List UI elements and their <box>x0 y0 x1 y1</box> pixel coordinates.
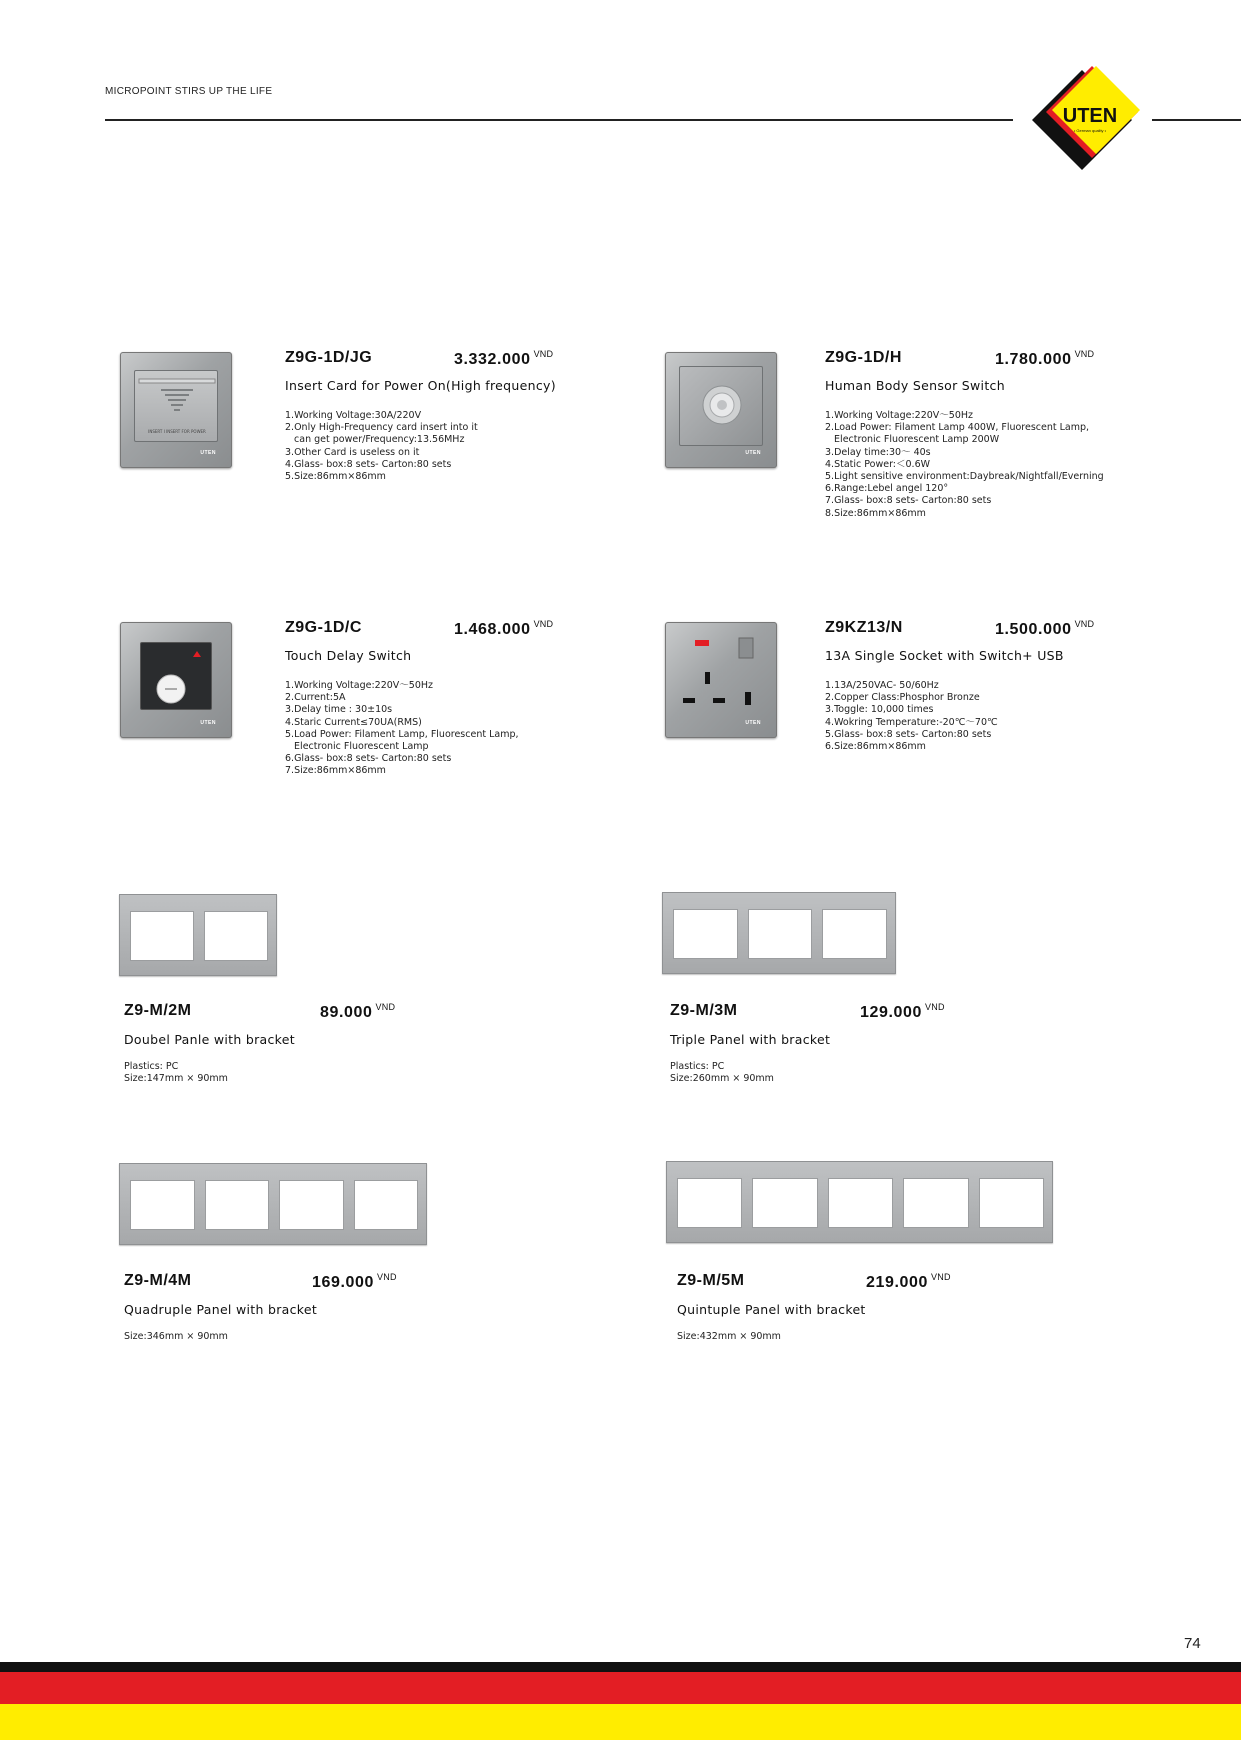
product-code: Z9-M/4M <box>124 1272 192 1289</box>
panel-opening <box>673 909 738 959</box>
uten-logo <box>1022 60 1142 180</box>
plate-brand: UTEN <box>200 720 216 726</box>
product-code: Z9-M/3M <box>670 1002 738 1019</box>
panel-opening <box>677 1178 742 1228</box>
triple-panel-image <box>662 892 896 974</box>
product-name: 13A Single Socket with Switch+ USB <box>825 648 1064 663</box>
product-code: Z9-M/5M <box>677 1272 745 1289</box>
product-name: Human Body Sensor Switch <box>825 378 1005 393</box>
product-price: 3.332.000 $^{VND}$ <box>454 349 554 368</box>
product-name: Quadruple Panel with bracket <box>124 1302 318 1317</box>
product-specs: Size:432mm × 90mm <box>677 1331 781 1342</box>
product-specs: Plastics: PC Size:147mm × 90mm <box>124 1061 228 1085</box>
product-name: Triple Panel with bracket <box>670 1032 831 1047</box>
panel-opening <box>130 1180 195 1230</box>
product-code: Z9-M/2M <box>124 1002 192 1019</box>
product-price: 219.000 $^{VND}$ <box>866 1272 951 1291</box>
product-specs: Plastics: PC Size:260mm × 90mm <box>670 1061 774 1085</box>
card-switch-image <box>120 352 232 468</box>
panel-opening <box>354 1180 419 1230</box>
panel-opening <box>204 911 268 961</box>
product-price: 89.000 $^{VND}$ <box>320 1002 396 1021</box>
product-price: 169.000 $^{VND}$ <box>312 1272 397 1291</box>
product-specs: 1.Working Voltage:220V～50Hz 2.Load Power: Filament Lamp 400W, Fluorescent Lamp, Electronic Fluorescent Lamp 200W 3.Delay time:30～ 40s 4.Static Power:＜0.6W 5.Light sensitive environment:Daybreak/Nightfall/Everning 6.Range:Lebel angel 120° 7.Glass- box:8 sets- Carton:80 sets 8.Size:86mm×86mm <box>825 410 1104 519</box>
product-code: Z9G-1D/C <box>285 619 362 636</box>
header-rule-left <box>105 119 1013 121</box>
product-name: Quintuple Panel with bracket <box>677 1302 866 1317</box>
footer-stripe-yellow <box>0 1704 1241 1740</box>
header-rule-right <box>1152 119 1241 121</box>
logo-tagline: • German quality • <box>1073 128 1107 133</box>
page-tagline: MICROPOINT STIRS UP THE LIFE <box>105 86 273 97</box>
plate-brand: UTEN <box>745 720 761 726</box>
product-specs: 1.Working Voltage:30A/220V 2.Only High-Frequency card insert into it can get power/Frequency:13.56MHz 3.Other Card is useless on it 4.Glass- box:8 sets- Carton:80 sets 5.Size:86mm×86mm <box>285 410 478 483</box>
product-specs: 1.Working Voltage:220V～50Hz 2.Current:5A 3.Delay time : 30±10s 4.Staric Current≤70UA(RMS) 5.Load Power: Filament Lamp, Fluorescent Lamp, Electronic Fluorescent Lamp 6.Glass- box:8 sets- Carton:80 sets 7.Size:86mm×86mm <box>285 680 519 777</box>
panel-opening <box>828 1178 893 1228</box>
product-price: 1.468.000 $^{VND}$ <box>454 619 554 638</box>
touch-button-icon <box>141 643 213 711</box>
panel-opening <box>752 1178 817 1228</box>
panel-opening <box>748 909 813 959</box>
plate-brand: UTEN <box>200 450 216 456</box>
panel-opening <box>822 909 887 959</box>
footer-stripe-red <box>0 1672 1241 1704</box>
page-number: 74 <box>1184 1635 1201 1652</box>
product-code: Z9KZ13/N <box>825 619 903 636</box>
quadruple-panel-image <box>119 1163 427 1245</box>
card-slot-icon <box>135 371 219 443</box>
panel-opening <box>205 1180 270 1230</box>
sensor-switch-image <box>665 352 777 468</box>
footer-stripe-black <box>0 1662 1241 1672</box>
socket-image <box>665 622 777 738</box>
panel-opening <box>903 1178 968 1228</box>
touch-switch-image <box>120 622 232 738</box>
uten-logo-graphic <box>1022 60 1142 180</box>
motion-sensor-icon <box>680 367 764 447</box>
panel-opening <box>279 1180 344 1230</box>
plate-brand: UTEN <box>745 450 761 456</box>
product-price: 1.780.000 $^{VND}$ <box>995 349 1095 368</box>
quintuple-panel-image <box>666 1161 1053 1243</box>
product-code: Z9G-1D/JG <box>285 349 373 366</box>
product-specs: 1.13A/250VAC- 50/60Hz 2.Copper Class:Phosphor Bronze 3.Toggle: 10,000 times 4.Wokring Temperature:-20℃～70℃ 5.Glass- box:8 sets- Carton:80 sets 6.Size:86mm×86mm <box>825 680 998 753</box>
logo-wordmark: UTEN <box>1062 105 1118 127</box>
double-panel-image <box>119 894 277 976</box>
product-code: Z9G-1D/H <box>825 349 902 366</box>
card-slot-label: INSERT I INSERT FOR POWER <box>148 429 206 434</box>
product-price: 1.500.000 $^{VND}$ <box>995 619 1095 638</box>
product-name: Doubel Panle with bracket <box>124 1032 295 1047</box>
panel-opening <box>130 911 194 961</box>
product-specs: Size:346mm × 90mm <box>124 1331 228 1342</box>
product-name: Touch Delay Switch <box>285 648 412 663</box>
product-price: 129.000 $^{VND}$ <box>860 1002 945 1021</box>
panel-opening <box>979 1178 1044 1228</box>
product-name: Insert Card for Power On(High frequency) <box>285 378 556 393</box>
